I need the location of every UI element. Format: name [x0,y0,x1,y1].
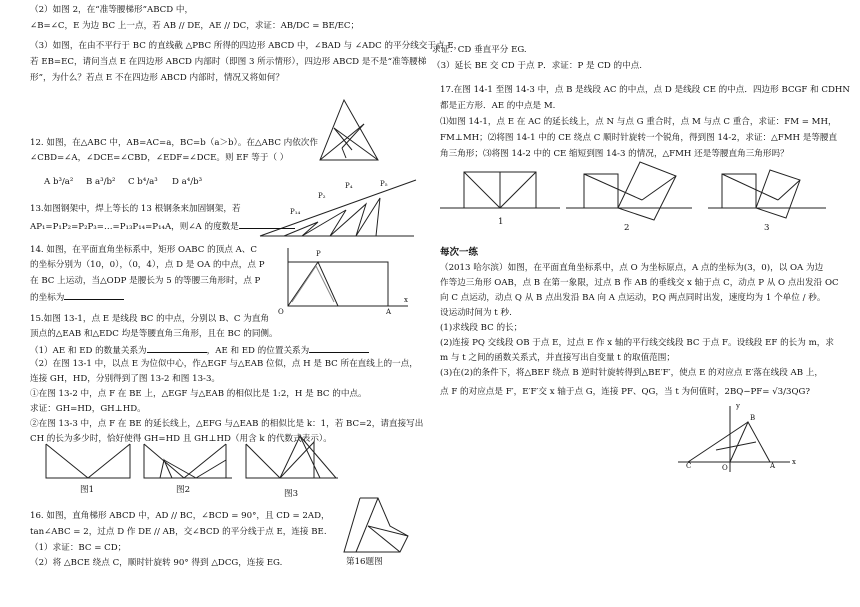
q15-line7: 求证：GH=HD，GH⊥HD。 [30,404,146,414]
q15-figure-2 [140,440,236,484]
daily-point-c-label: C [686,462,692,470]
q13-line1: 13.如图钢架中，焊上等长的 13 根钢条来加固钢架，若 [30,204,241,214]
q17-caption-3: 3 [764,223,770,233]
q12-option-a: A b³/a² [44,177,74,187]
q15-line9: CH 的长为多少时，恰好使得 GH=HD 且 GH⊥HD（用含 k 的代数式表示）。 [30,434,332,444]
daily-fraction: √3/3 [772,387,792,397]
q13-line2: AP₁=P₁P₂=P₂P₃=…=P₁₃P₁₄=P₁₄A，则∠A 的度数是 [30,219,295,233]
q16-line2: tan∠ABC = 2，过点 D 作 DE // AB，交∠BCD 的平分线于点 E，连接 BE. [30,527,327,537]
q17-line1: 17.在图 14-1 至图 14-3 中，点 B 是线段 AC 的中点，点 D 是线段 CE 的中点．四边形 BCGF 和 CDHN [440,85,850,95]
q17-caption-1: 1 [498,217,504,227]
q12-option-d: D a⁴/b³ [172,177,203,187]
q17-line2: 都是正方形．AE 的中点是 M. [440,101,556,111]
daily-point-o-label: O [722,464,728,472]
daily-practice-heading: 每次一练 [440,247,479,258]
q15-line2: 顶点的△EAB 和△EDC 均是等腰直角三角形，且在 BC 的同侧。 [30,329,278,339]
q15-caption-3: 图3 [284,489,299,499]
q14-line2: 的坐标分别为（10，0），（0，4），点 D 是 OA 的中点，点 P [30,260,265,270]
q12-option-b: B a³/b² [86,177,116,187]
p2-line1: （2）如图 2，在“准等腰梯形”ABCD 中， [30,5,194,15]
q15-line1: 15.如图 13-1，点 E 是线段 BC 的中点，分别以 B、C 为直角 [30,314,269,324]
q14-rectangle-figure [280,246,412,314]
q17-caption-2: 2 [624,223,630,233]
p2-line5: 形”，为什么？若点 E 不在四边形 ABCD 内部时，情况又将如何？ [30,73,284,83]
q12-triangle-figure [318,98,382,164]
q17-line3: ⑴如图 14-1，点 E 在 AC 的延长线上，点 N 与点 G 重合时，点 M 与点 C 重合，求证：FM = MH， [440,117,837,127]
p2-line4: 若 EB=EC，请问当点 E 在四边形 ABCD 内部时（即图 3 所示情形），四边形 ABCD 是不是“准等腰梯 [30,57,427,67]
q16-line1: 16. 如图，直角梯形 ABCD 中，AD // BC，∠BCD = 90°，且 CD = 2AD， [30,511,330,521]
daily-line4: 设运动时间为 t 秒. [440,308,512,318]
q15-line8: ②在图 13-3 中，点 F 在 BE 的延长线上，△EFG 与△EAB 的相似比是 k：1，若 BC=2，请直接写出 [30,419,424,429]
q15-line5: 连接 GH，HD，分别得到了图 13-2 和图 13-3。 [30,374,221,384]
daily-coordinate-figure [676,404,796,474]
daily-line6: (2)连接 PQ 交线段 OB 于点 E，过点 E 作 x 轴的平行线交线段 BC 于点 F。设线段 EF 的长为 m，求 [440,338,834,348]
q15-figure-3 [244,432,340,484]
q15-caption-1: 图1 [80,485,95,495]
daily-axis-y-label: y [736,402,740,410]
daily-point-a-label: A [770,462,776,470]
q17-figure-1 [440,168,560,214]
q17-line5: 角三角形；⑶将图 14-2 中的 CE 缩短到图 14-3 的情况，△FMH 还是等腰直角三角形吗？ [440,149,789,159]
daily-point-b-label: B [750,414,756,422]
q17-figure-2 [566,158,696,216]
daily-line3: 向 C 点运动，动点 Q 从 B 点出发沿 BA 向 A 点运动，P,Q 两点同时出发，速度均为 1 个单位 / 秒。 [440,293,826,303]
right-top-line1: 求证：CD 垂直平分 EG. [432,45,527,55]
p2-line3: （3）如图，在由不平行于 BC 的直线截 △PBC 所得的四边形 ABCD 中，∠BAD 与 ∠ADC 的平分线交于点 E， [30,41,463,51]
q16-caption: 第16题图 [346,557,383,567]
q12-line1: 12. 如图，在△ABC 中，AB=AC=a，BC=b（a＞b）。在△ABC 内依次作 [30,138,318,148]
q15-line4: （2）在图 13-1 中，以点 E 为位似中心，作△EGF 与△EAB 位似，点 H 是 BC 所在直线上的一点， [30,359,418,369]
q14-line1: 14. 如图，在平面直角坐标系中，矩形 OABC 的顶点 A、C [30,245,257,255]
daily-line7: m 与 t 之间的函数关系式，并直接写出自变量 t 的取值范围； [440,353,675,363]
q12-line2: ∠CBD=∠A，∠DCE=∠CBD，∠EDF=∠DCE。则 EF 等于（ ） [30,153,289,163]
q16-line4: （2）将 △BCE 绕点 C，顺时针旋转 90° 得到 △DCG，连接 EG. [30,558,283,568]
daily-line1: （2013 哈尔滨）如图，在平面直角坐标系中，点 O 为坐标原点，A 点的坐标为(3，0)，以 OA 为边 [440,263,824,273]
daily-line9: 点 F 的对应点是 F′，E′F′交 x 轴于点 G，连接 PF、QG，当 t 为何值时，2BQ−PF= √3/3QG? [440,387,811,397]
daily-line5: (1)求线段 BC 的长； [440,323,523,333]
q17-figure-3 [708,160,828,216]
right-top-line2: （3）延长 BE 交 CD 于点 P．求证：P 是 CD 的中点. [432,61,643,71]
q14-line4: 的坐标为 [30,290,124,304]
q15-line6: ①在图 13-2 中，点 F 在 BE 上，△EGF 与△EAB 的相似比是 1:2，H 是 BC 的中点。 [30,389,367,399]
q12-option-c: C b⁴/a³ [128,177,158,187]
q14-line3: 在 BC 上运动，当△ODP 是腰长为 5 的等腰三角形时，点 P [30,276,261,286]
p2-line2: ∠B=∠C，E 为边 BC 上一点，若 AB // DE，AE // DC，求证：AB/DC = BE/EC； [30,21,360,31]
q15-line3: （1）AE 和 ED 的数量关系为 ，AE 和 ED 的位置关系为 [30,343,369,357]
q15-caption-2: 图2 [176,485,191,495]
q16-line3: （1）求证：BC = CD； [30,543,127,553]
q16-trapezoid-figure [342,496,414,556]
q17-line4: FM⊥MH；⑵将图 14-1 中的 CE 绕点 C 顺时针旋转一个锐角，得到图 14-2，求证：△FMH 是等腰直 [440,133,838,143]
daily-line8: (3)在(2)的条件下，将△BEF 绕点 B 逆时针旋转得到△BE′F′，使点 E 的对应点 E′落在线段 AB 上， [440,368,823,378]
daily-axis-x-label: x [792,458,796,466]
q15-figure-1 [40,440,136,484]
daily-line2: 作等边三角形 OAB，点 B 在第一象限，过点 B 作 AB 的垂线交 x 轴于点 C，动点 P 从 O 点出发沿 OC [440,278,839,288]
